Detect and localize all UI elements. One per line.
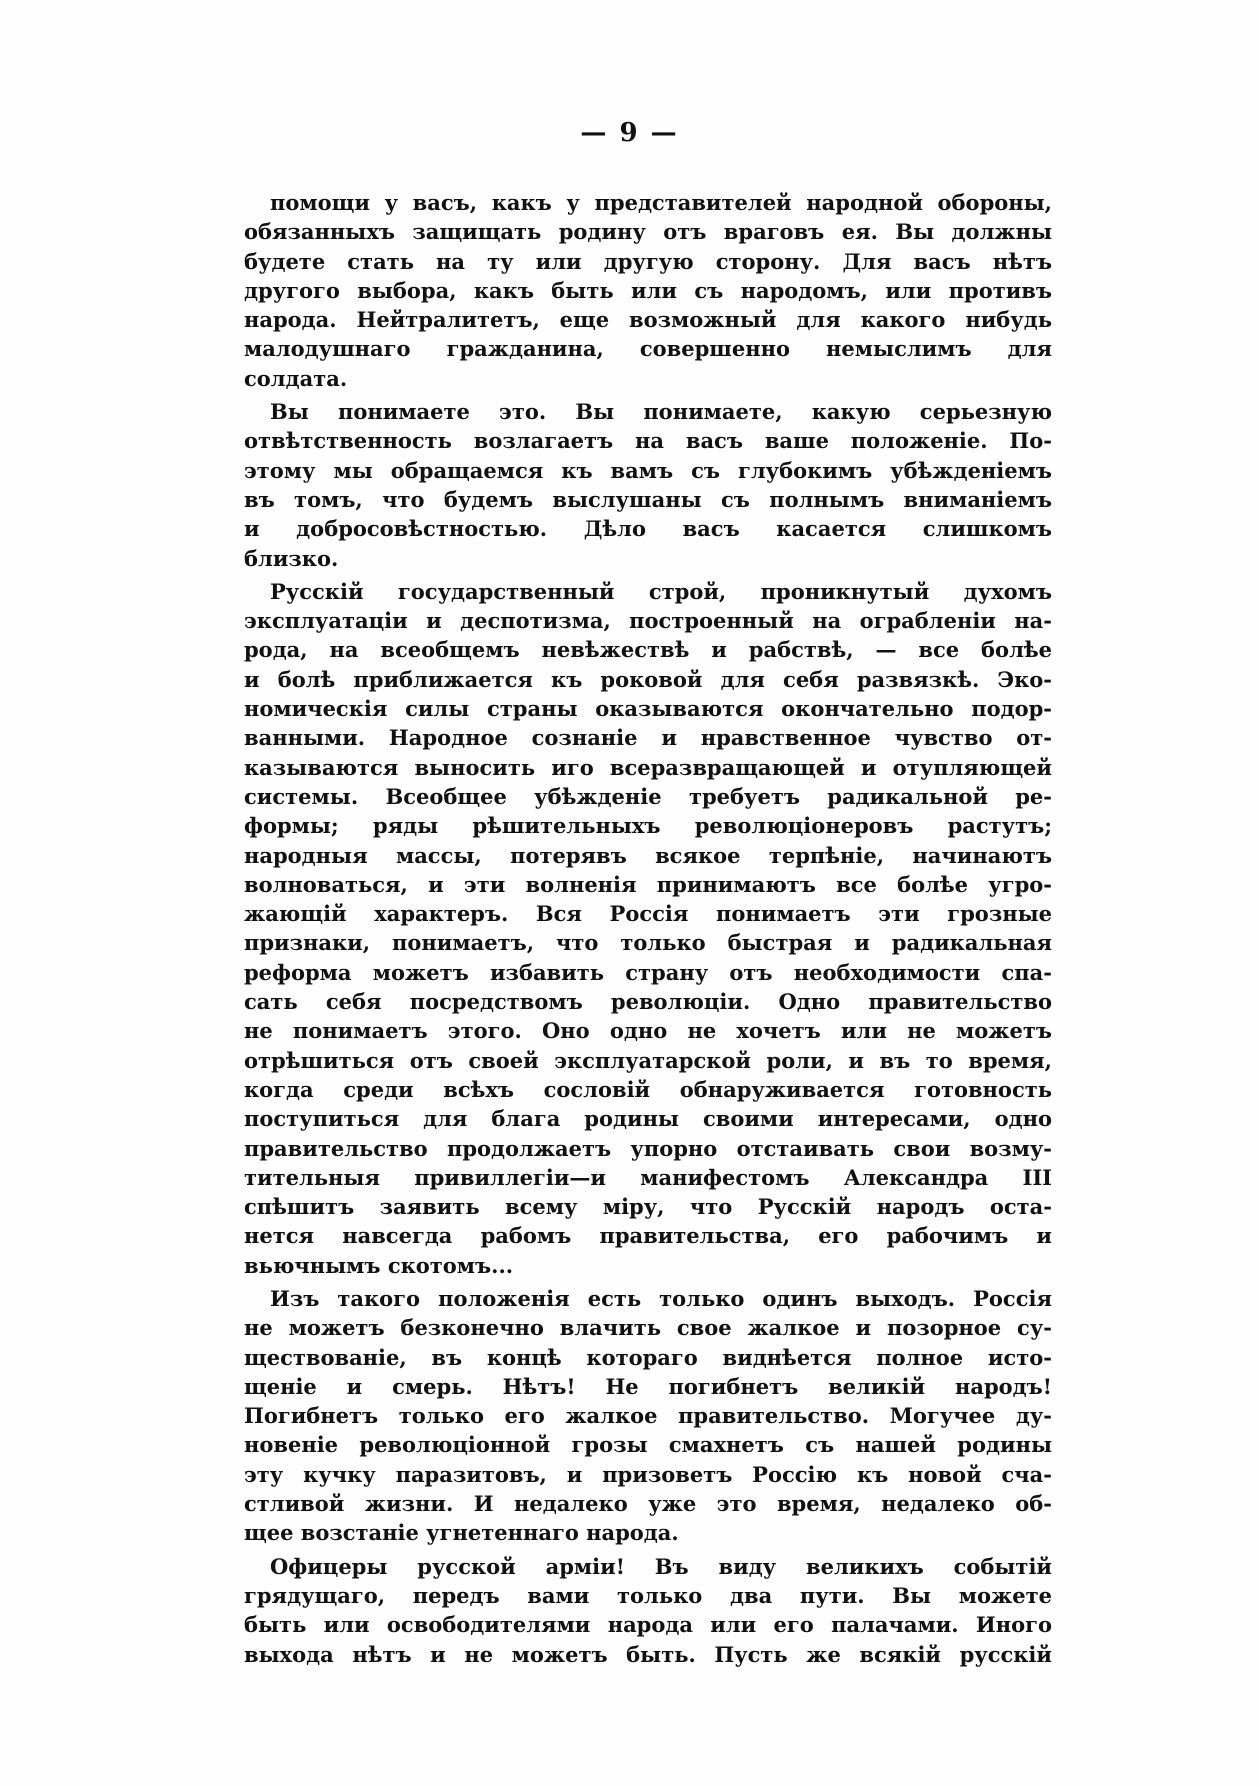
text-line: вьючнымъ скотомъ... [244, 1252, 514, 1278]
text-line: и добросовѣстностью. Дѣло васъ касается слишкомъ [244, 516, 1052, 542]
text-line: выхода нѣтъ и не можетъ быть. Пусть же всякій русскій [244, 1641, 1052, 1667]
text-line: сать себя посредствомъ революціи. Одно правительство [244, 989, 1052, 1015]
text-line: тительныя привиллегіи—и манифестомъ Александра III [244, 1164, 1052, 1190]
text-line: помощи у васъ, какъ у представителей народной обороны, [270, 190, 1052, 215]
text-line: не понимаетъ этого. Оно одно не хочетъ или не можетъ [244, 1018, 1052, 1044]
text-line: номическія силы страны оказываются окончательно подор- [244, 696, 1052, 722]
text-line: грядущаго, передъ вами только два пути. Вы можете [244, 1582, 1052, 1608]
text-line: Офицеры русской арміи! Въ виду великихъ событій [270, 1553, 1052, 1579]
text-line: жающій характеръ. Вся Россія понимаетъ эти грозные [244, 901, 1052, 927]
text-line: ществованіе, въ концѣ котораго виднѣется полное исто- [244, 1344, 1052, 1370]
text-line: эту кучку паразитовъ, и призоветъ Россію къ новой сча- [244, 1461, 1052, 1487]
text-line: Русскій государственный строй, проникнутый духомъ [270, 578, 1052, 604]
paragraph [244, 397, 1052, 573]
text-line: признаки, понимаетъ, что только быстрая и радикальная [244, 930, 1052, 956]
text-line: солдата. [244, 365, 348, 391]
text-line: Вы понимаете это. Вы понимаете, какую серьезную [270, 399, 1052, 425]
paragraph [244, 1284, 1052, 1548]
page-number: — 9 — [580, 118, 679, 148]
text-line: Погибнетъ только его жалкое правительство. Могучее ду- [244, 1403, 1052, 1429]
paragraph [244, 1552, 1052, 1669]
text-line: формы; ряды рѣшительныхъ революціонеровъ растутъ; [244, 813, 1052, 839]
text-line: народныя массы, потерявъ всякое терпѣніе, начинаютъ [244, 842, 1052, 868]
text-line: въ томъ, что будемъ выслушаны съ полнымъ вниманіемъ [244, 486, 1052, 512]
text-line: поступиться для блага родины своими интересами, одно [244, 1106, 1052, 1132]
text-line: Изъ такого положенія есть только одинъ выходъ. Россія [270, 1285, 1052, 1311]
text-line: не можетъ безконечно влачить свое жалкое и позорное су- [244, 1315, 1052, 1341]
text-line: рода, на всеобщемъ невѣжествѣ и рабствѣ, — все болѣе [244, 637, 1052, 663]
text-line: этому мы обращаемся къ вамъ съ глубокимъ убѣжденіемъ [244, 457, 1052, 483]
text-line: быть или освободителями народа или его палачами. Иного [244, 1612, 1052, 1638]
text-line: малодушнаго гражданина, совершенно немыслимъ для [244, 336, 1052, 362]
text-line: отвѣтственность возлагаетъ на васъ ваше положеніе. По- [244, 428, 1052, 454]
text-line: новеніе революціонной грозы смахнетъ съ нашей родины [244, 1432, 1052, 1458]
text-line: другого выбора, какъ быть или съ народомъ, или противъ [244, 277, 1052, 303]
paragraph [244, 188, 1052, 393]
body-text [244, 188, 1052, 1669]
text-line: обязанныхъ защищать родину отъ враговъ ея. Вы должны [244, 219, 1052, 245]
paragraph [244, 577, 1052, 1280]
text-line: нется навсегда рабомъ правительства, его рабочимъ и [244, 1223, 1052, 1249]
text-line: будете стать на ту или другую сторону. Для васъ нѣтъ [244, 248, 1052, 274]
text-line: щеніе и смерь. Нѣтъ! Не погибнетъ великій народъ! [244, 1373, 1052, 1399]
text-line: реформа можетъ избавить страну отъ необходимости спа- [244, 959, 1052, 985]
text-line: и болѣ приближается къ роковой для себя развязкѣ. Эко- [244, 666, 1052, 692]
text-line: казываются выносить иго всеразвращающей и отупляющей [244, 754, 1052, 780]
text-line: близко. [244, 545, 339, 571]
text-line: спѣшитъ заявить всему міру, что Русскій народъ оста- [244, 1194, 1052, 1220]
text-line: системы. Всеобщее убѣжденіе требуетъ радикальной ре- [244, 783, 1052, 809]
text-line: отрѣшиться отъ своей эксплуатарской роли, и въ то время, [244, 1047, 1052, 1073]
text-line: правительство продолжаетъ упорно отстаивать свои возму- [244, 1135, 1052, 1161]
text-line: стливой жизни. И недалеко уже это время, недалеко об- [244, 1491, 1052, 1517]
text-line: волноваться, и эти волненія принимаютъ все болѣе угро- [244, 871, 1052, 897]
text-line: когда среди всѣхъ сословій обнаруживается готовность [244, 1076, 1052, 1102]
text-line: эксплуатаціи и деспотизма, построенный на ограбленіи на- [244, 608, 1052, 634]
text-line: щее возстаніе угнетеннаго народа. [244, 1520, 679, 1546]
text-line: народа. Нейтралитетъ, еще возможный для какого нибудь [244, 307, 1052, 333]
text-line: ванными. Народное сознаніе и нравственное чувство от- [244, 725, 1052, 751]
